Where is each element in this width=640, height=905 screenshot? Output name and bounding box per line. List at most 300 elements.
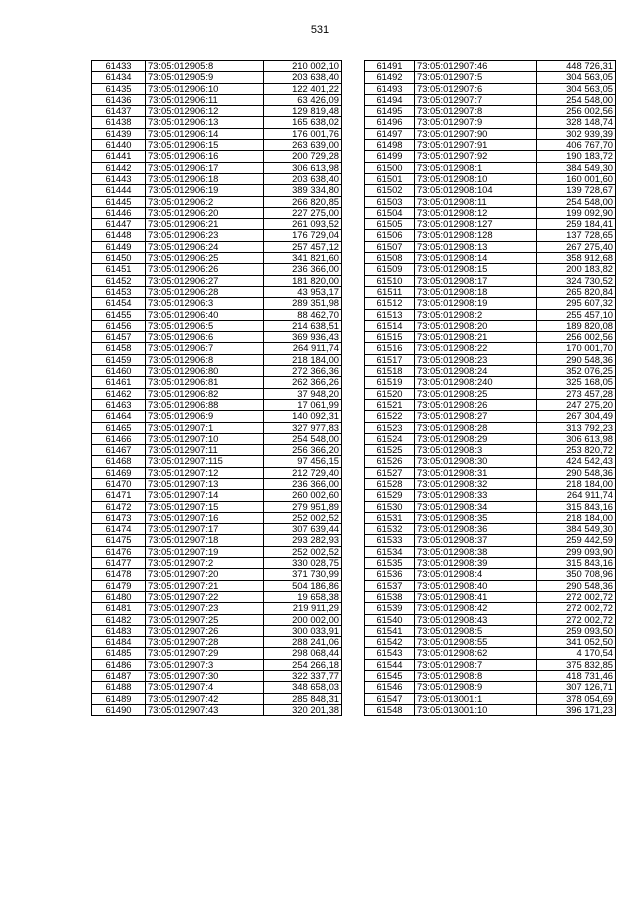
table-row: [365, 219, 616, 230]
table-row: [365, 490, 616, 501]
row-number: 61531: [365, 512, 415, 523]
table-row: [365, 467, 616, 478]
table-row: [365, 61, 616, 72]
row-number: 61493: [365, 83, 415, 94]
row-number: 61470: [92, 478, 146, 489]
cadastral-value: 259 093,50: [537, 625, 616, 636]
table-row: [365, 72, 616, 83]
table-row: [365, 704, 616, 715]
cadastral-value: 190 183,72: [537, 151, 616, 162]
cadastral-number: 73:05:012906:2: [146, 196, 264, 207]
table-row: [365, 83, 616, 94]
table-row: [92, 659, 342, 670]
row-number: 61433: [92, 61, 146, 72]
cadastral-number: 73:05:012907:21: [146, 580, 264, 591]
cadastral-number: 73:05:012908:12: [415, 207, 537, 218]
table-row: [92, 377, 342, 388]
row-number: 61472: [92, 501, 146, 512]
cadastral-table-left: [91, 60, 342, 716]
row-number: 61469: [92, 467, 146, 478]
table-row: [365, 535, 616, 546]
row-number: 61519: [365, 377, 415, 388]
cadastral-number: 73:05:012906:28: [146, 286, 264, 297]
cadastral-value: 267 275,40: [537, 241, 616, 252]
cadastral-value: 122 401,22: [264, 83, 342, 94]
table-row: [365, 478, 616, 489]
cadastral-number: 73:05:012906:16: [146, 151, 264, 162]
cadastral-value: 313 792,23: [537, 422, 616, 433]
table-row: [92, 399, 342, 410]
cadastral-value: 304 563,05: [537, 72, 616, 83]
cadastral-value: 328 148,74: [537, 117, 616, 128]
cadastral-number: 73:05:012907:42: [146, 693, 264, 704]
cadastral-number: 73:05:012908:240: [415, 377, 537, 388]
table-row: [92, 524, 342, 535]
cadastral-value: 254 266,18: [264, 659, 342, 670]
cadastral-value: 406 767,70: [537, 140, 616, 151]
cadastral-number: 73:05:012907:4: [146, 682, 264, 693]
cadastral-number: 73:05:012907:9: [415, 117, 537, 128]
row-number: 61494: [365, 94, 415, 105]
row-number: 61530: [365, 501, 415, 512]
cadastral-value: 176 001,76: [264, 128, 342, 139]
row-number: 61458: [92, 343, 146, 354]
row-number: 61442: [92, 162, 146, 173]
row-number: 61436: [92, 94, 146, 105]
row-number: 61463: [92, 399, 146, 410]
row-number: 61543: [365, 648, 415, 659]
cadastral-number: 73:05:012908:127: [415, 219, 537, 230]
cadastral-value: 256 002,56: [537, 332, 616, 343]
table-row: [365, 128, 616, 139]
row-number: 61516: [365, 343, 415, 354]
cadastral-number: 73:05:012907:19: [146, 546, 264, 557]
cadastral-number: 73:05:012907:13: [146, 478, 264, 489]
table-row: [365, 659, 616, 670]
table-row: [365, 422, 616, 433]
row-number: 61446: [92, 207, 146, 218]
cadastral-value: 322 337,77: [264, 671, 342, 682]
table-row: [365, 456, 616, 467]
cadastral-value: 369 936,43: [264, 332, 342, 343]
row-number: 61449: [92, 241, 146, 252]
cadastral-value: 266 820,85: [264, 196, 342, 207]
cadastral-value: 290 548,36: [537, 354, 616, 365]
cadastral-value: 261 093,52: [264, 219, 342, 230]
row-number: 61525: [365, 445, 415, 456]
row-number: 61536: [365, 569, 415, 580]
cadastral-number: 73:05:012908:37: [415, 535, 537, 546]
row-number: 61532: [365, 524, 415, 535]
row-number: 61453: [92, 286, 146, 297]
cadastral-number: 73:05:012908:40: [415, 580, 537, 591]
cadastral-value: 256 366,20: [264, 445, 342, 456]
row-number: 61544: [365, 659, 415, 670]
cadastral-value: 200 183,82: [537, 264, 616, 275]
cadastral-value: 260 002,60: [264, 490, 342, 501]
row-number: 61520: [365, 388, 415, 399]
cadastral-number: 73:05:012908:43: [415, 614, 537, 625]
cadastral-number: 73:05:012908:10: [415, 173, 537, 184]
table-row: [365, 546, 616, 557]
cadastral-number: 73:05:013001:10: [415, 704, 537, 715]
cadastral-number: 73:05:012908:3: [415, 445, 537, 456]
cadastral-number: 73:05:012906:12: [146, 106, 264, 117]
cadastral-value: 199 092,90: [537, 207, 616, 218]
row-number: 61475: [92, 535, 146, 546]
cadastral-number: 73:05:012907:43: [146, 704, 264, 715]
table-row: [92, 625, 342, 636]
cadastral-value: 290 548,36: [537, 467, 616, 478]
cadastral-value: 218 184,00: [264, 354, 342, 365]
cadastral-value: 378 054,69: [537, 693, 616, 704]
cadastral-value: 424 542,43: [537, 456, 616, 467]
cadastral-number: 73:05:012906:80: [146, 366, 264, 377]
cadastral-number: 73:05:012906:10: [146, 83, 264, 94]
cadastral-value: 212 729,40: [264, 467, 342, 478]
page-number: 531: [310, 24, 330, 36]
cadastral-value: 214 638,51: [264, 320, 342, 331]
table-row: [92, 309, 342, 320]
cadastral-number: 73:05:012908:34: [415, 501, 537, 512]
cadastral-value: 181 820,00: [264, 275, 342, 286]
row-number: 61498: [365, 140, 415, 151]
row-number: 61513: [365, 309, 415, 320]
table-row: [92, 422, 342, 433]
row-number: 61491: [365, 61, 415, 72]
cadastral-number: 73:05:012906:6: [146, 332, 264, 343]
cadastral-number: 73:05:012908:27: [415, 411, 537, 422]
table-row: [365, 343, 616, 354]
cadastral-number: 73:05:012906:19: [146, 185, 264, 196]
table-row: [365, 411, 616, 422]
row-number: 61447: [92, 219, 146, 230]
cadastral-value: 293 282,93: [264, 535, 342, 546]
cadastral-number: 73:05:012908:8: [415, 671, 537, 682]
cadastral-number: 73:05:012908:9: [415, 682, 537, 693]
row-number: 61479: [92, 580, 146, 591]
cadastral-number: 73:05:012906:27: [146, 275, 264, 286]
table-row: [92, 671, 342, 682]
row-number: 61537: [365, 580, 415, 591]
table-row: [92, 693, 342, 704]
row-number: 61527: [365, 467, 415, 478]
table-row: [92, 298, 342, 309]
table-row: [365, 117, 616, 128]
table-row: [92, 501, 342, 512]
cadastral-value: 358 912,68: [537, 253, 616, 264]
cadastral-number: 73:05:012908:42: [415, 603, 537, 614]
cadastral-number: 73:05:012906:82: [146, 388, 264, 399]
cadastral-number: 73:05:012906:24: [146, 241, 264, 252]
cadastral-value: 315 843,16: [537, 501, 616, 512]
cadastral-value: 139 728,67: [537, 185, 616, 196]
cadastral-number: 73:05:012907:25: [146, 614, 264, 625]
cadastral-number: 73:05:012906:40: [146, 309, 264, 320]
row-number: 61526: [365, 456, 415, 467]
cadastral-number: 73:05:012906:8: [146, 354, 264, 365]
cadastral-value: 236 366,00: [264, 264, 342, 275]
cadastral-value: 298 068,44: [264, 648, 342, 659]
cadastral-number: 73:05:012908:30: [415, 456, 537, 467]
cadastral-number: 73:05:012907:20: [146, 569, 264, 580]
cadastral-value: 259 184,41: [537, 219, 616, 230]
table-row: [365, 591, 616, 602]
cadastral-value: 255 457,10: [537, 309, 616, 320]
row-number: 61534: [365, 546, 415, 557]
table-row: [92, 241, 342, 252]
row-number: 61435: [92, 83, 146, 94]
cadastral-value: 306 613,98: [537, 433, 616, 444]
row-number: 61450: [92, 253, 146, 264]
cadastral-number: 73:05:012908:1: [415, 162, 537, 173]
cadastral-number: 73:05:012908:2: [415, 309, 537, 320]
table-row: [92, 196, 342, 207]
cadastral-value: 307 639,44: [264, 524, 342, 535]
cadastral-value: 4 170,54: [537, 648, 616, 659]
cadastral-value: 272 002,72: [537, 603, 616, 614]
row-number: 61502: [365, 185, 415, 196]
row-number: 61545: [365, 671, 415, 682]
table-row: [365, 569, 616, 580]
row-number: 61467: [92, 445, 146, 456]
cadastral-value: 137 728,65: [537, 230, 616, 241]
row-number: 61483: [92, 625, 146, 636]
cadastral-value: 97 456,15: [264, 456, 342, 467]
cadastral-value: 290 548,36: [537, 580, 616, 591]
table-row: [92, 433, 342, 444]
row-number: 61480: [92, 591, 146, 602]
cadastral-number: 73:05:012907:10: [146, 433, 264, 444]
cadastral-value: 37 948,20: [264, 388, 342, 399]
row-number: 61511: [365, 286, 415, 297]
table-row: [365, 298, 616, 309]
cadastral-number: 73:05:012906:23: [146, 230, 264, 241]
cadastral-number: 73:05:012908:104: [415, 185, 537, 196]
row-number: 61460: [92, 366, 146, 377]
table-row: [92, 207, 342, 218]
cadastral-number: 73:05:012906:17: [146, 162, 264, 173]
row-number: 61522: [365, 411, 415, 422]
cadastral-value: 254 548,00: [264, 433, 342, 444]
cadastral-number: 73:05:012906:14: [146, 128, 264, 139]
table-row: [92, 140, 342, 151]
cadastral-value: 504 186,86: [264, 580, 342, 591]
table-row: [365, 94, 616, 105]
table-row: [92, 388, 342, 399]
row-number: 61444: [92, 185, 146, 196]
cadastral-number: 73:05:012907:30: [146, 671, 264, 682]
table-row: [92, 61, 342, 72]
table-row: [365, 558, 616, 569]
row-number: 61541: [365, 625, 415, 636]
cadastral-value: 288 241,06: [264, 637, 342, 648]
row-number: 61538: [365, 591, 415, 602]
cadastral-value: 236 366,00: [264, 478, 342, 489]
cadastral-number: 73:05:012907:29: [146, 648, 264, 659]
cadastral-value: 165 638,02: [264, 117, 342, 128]
cadastral-value: 247 275,20: [537, 399, 616, 410]
row-number: 61457: [92, 332, 146, 343]
table-row: [92, 162, 342, 173]
row-number: 61546: [365, 682, 415, 693]
table-row: [92, 332, 342, 343]
cadastral-number: 73:05:012908:35: [415, 512, 537, 523]
row-number: 61465: [92, 422, 146, 433]
row-number: 61505: [365, 219, 415, 230]
cadastral-number: 73:05:012905:9: [146, 72, 264, 83]
cadastral-number: 73:05:012907:26: [146, 625, 264, 636]
cadastral-number: 73:05:012906:13: [146, 117, 264, 128]
row-number: 61452: [92, 275, 146, 286]
row-number: 61484: [92, 637, 146, 648]
cadastral-number: 73:05:012908:22: [415, 343, 537, 354]
table-row: [92, 94, 342, 105]
row-number: 61523: [365, 422, 415, 433]
cadastral-number: 73:05:012907:2: [146, 558, 264, 569]
row-number: 61459: [92, 354, 146, 365]
table-row: [365, 625, 616, 636]
cadastral-value: 352 076,25: [537, 366, 616, 377]
table-row: [365, 151, 616, 162]
cadastral-number: 73:05:012906:18: [146, 173, 264, 184]
table-row: [365, 207, 616, 218]
cadastral-number: 73:05:012907:3: [146, 659, 264, 670]
table-row: [365, 637, 616, 648]
row-number: 61508: [365, 253, 415, 264]
row-number: 61514: [365, 320, 415, 331]
row-number: 61443: [92, 173, 146, 184]
cadastral-value: 264 911,74: [264, 343, 342, 354]
table-row: [365, 241, 616, 252]
table-row: [92, 682, 342, 693]
row-number: 61438: [92, 117, 146, 128]
cadastral-number: 73:05:012906:88: [146, 399, 264, 410]
table-row: [92, 614, 342, 625]
table-row: [92, 320, 342, 331]
cadastral-value: 252 002,52: [264, 512, 342, 523]
cadastral-value: 176 729,04: [264, 230, 342, 241]
row-number: 61487: [92, 671, 146, 682]
cadastral-value: 341 052,50: [537, 637, 616, 648]
cadastral-value: 279 951,89: [264, 501, 342, 512]
table-row: [365, 309, 616, 320]
row-number: 61461: [92, 377, 146, 388]
cadastral-number: 73:05:012908:13: [415, 241, 537, 252]
table-row: [365, 524, 616, 535]
table-row: [92, 264, 342, 275]
cadastral-number: 73:05:012907:6: [415, 83, 537, 94]
cadastral-value: 227 275,00: [264, 207, 342, 218]
cadastral-number: 73:05:012906:9: [146, 411, 264, 422]
row-number: 61504: [365, 207, 415, 218]
table-row: [92, 83, 342, 94]
row-number: 61542: [365, 637, 415, 648]
cadastral-value: 253 820,72: [537, 445, 616, 456]
cadastral-value: 254 548,00: [537, 196, 616, 207]
table-row: [92, 546, 342, 557]
table-row: [365, 253, 616, 264]
table-row: [365, 693, 616, 704]
cadastral-value: 375 832,85: [537, 659, 616, 670]
table-row: [92, 106, 342, 117]
cadastral-number: 73:05:012905:8: [146, 61, 264, 72]
cadastral-number: 73:05:012907:18: [146, 535, 264, 546]
cadastral-value: 263 639,00: [264, 140, 342, 151]
cadastral-value: 384 549,30: [537, 162, 616, 173]
row-number: 61486: [92, 659, 146, 670]
cadastral-number: 73:05:012907:22: [146, 591, 264, 602]
cadastral-value: 219 911,29: [264, 603, 342, 614]
row-number: 61466: [92, 433, 146, 444]
table-row: [365, 603, 616, 614]
cadastral-value: 299 093,90: [537, 546, 616, 557]
cadastral-value: 218 184,00: [537, 512, 616, 523]
row-number: 61515: [365, 332, 415, 343]
table-row: [92, 128, 342, 139]
table-row: [365, 173, 616, 184]
row-number: 61448: [92, 230, 146, 241]
row-number: 61539: [365, 603, 415, 614]
cadastral-number: 73:05:012908:33: [415, 490, 537, 501]
row-number: 61464: [92, 411, 146, 422]
row-number: 61489: [92, 693, 146, 704]
table-row: [365, 286, 616, 297]
cadastral-number: 73:05:012908:62: [415, 648, 537, 659]
cadastral-value: 17 061,99: [264, 399, 342, 410]
cadastral-value: 330 028,75: [264, 558, 342, 569]
cadastral-number: 73:05:012907:12: [146, 467, 264, 478]
row-number: 61437: [92, 106, 146, 117]
cadastral-number: 73:05:012908:14: [415, 253, 537, 264]
table-row: [365, 648, 616, 659]
cadastral-value: 218 184,00: [537, 478, 616, 489]
table-row: [92, 704, 342, 715]
cadastral-number: 73:05:012906:25: [146, 253, 264, 264]
table-row: [92, 558, 342, 569]
cadastral-number: 73:05:012908:20: [415, 320, 537, 331]
row-number: 61510: [365, 275, 415, 286]
row-number: 61473: [92, 512, 146, 523]
cadastral-value: 306 613,98: [264, 162, 342, 173]
cadastral-number: 73:05:012908:7: [415, 659, 537, 670]
row-number: 61528: [365, 478, 415, 489]
cadastral-value: 295 607,32: [537, 298, 616, 309]
row-number: 61535: [365, 558, 415, 569]
cadastral-number: 73:05:012907:17: [146, 524, 264, 535]
cadastral-value: 19 658,38: [264, 591, 342, 602]
table-row: [365, 106, 616, 117]
cadastral-number: 73:05:012908:4: [415, 569, 537, 580]
table-row: [365, 275, 616, 286]
row-number: 61477: [92, 558, 146, 569]
table-row: [92, 467, 342, 478]
table-row: [92, 569, 342, 580]
cadastral-value: 189 820,08: [537, 320, 616, 331]
table-row: [92, 478, 342, 489]
table-row: [365, 671, 616, 682]
cadastral-value: 88 462,70: [264, 309, 342, 320]
cadastral-value: 418 731,46: [537, 671, 616, 682]
row-number: 61492: [365, 72, 415, 83]
cadastral-number: 73:05:012906:21: [146, 219, 264, 230]
cadastral-value: 389 334,80: [264, 185, 342, 196]
cadastral-value: 203 638,40: [264, 72, 342, 83]
cadastral-value: 200 002,00: [264, 614, 342, 625]
cadastral-number: 73:05:012908:18: [415, 286, 537, 297]
cadastral-value: 272 366,36: [264, 366, 342, 377]
row-number: 61509: [365, 264, 415, 275]
